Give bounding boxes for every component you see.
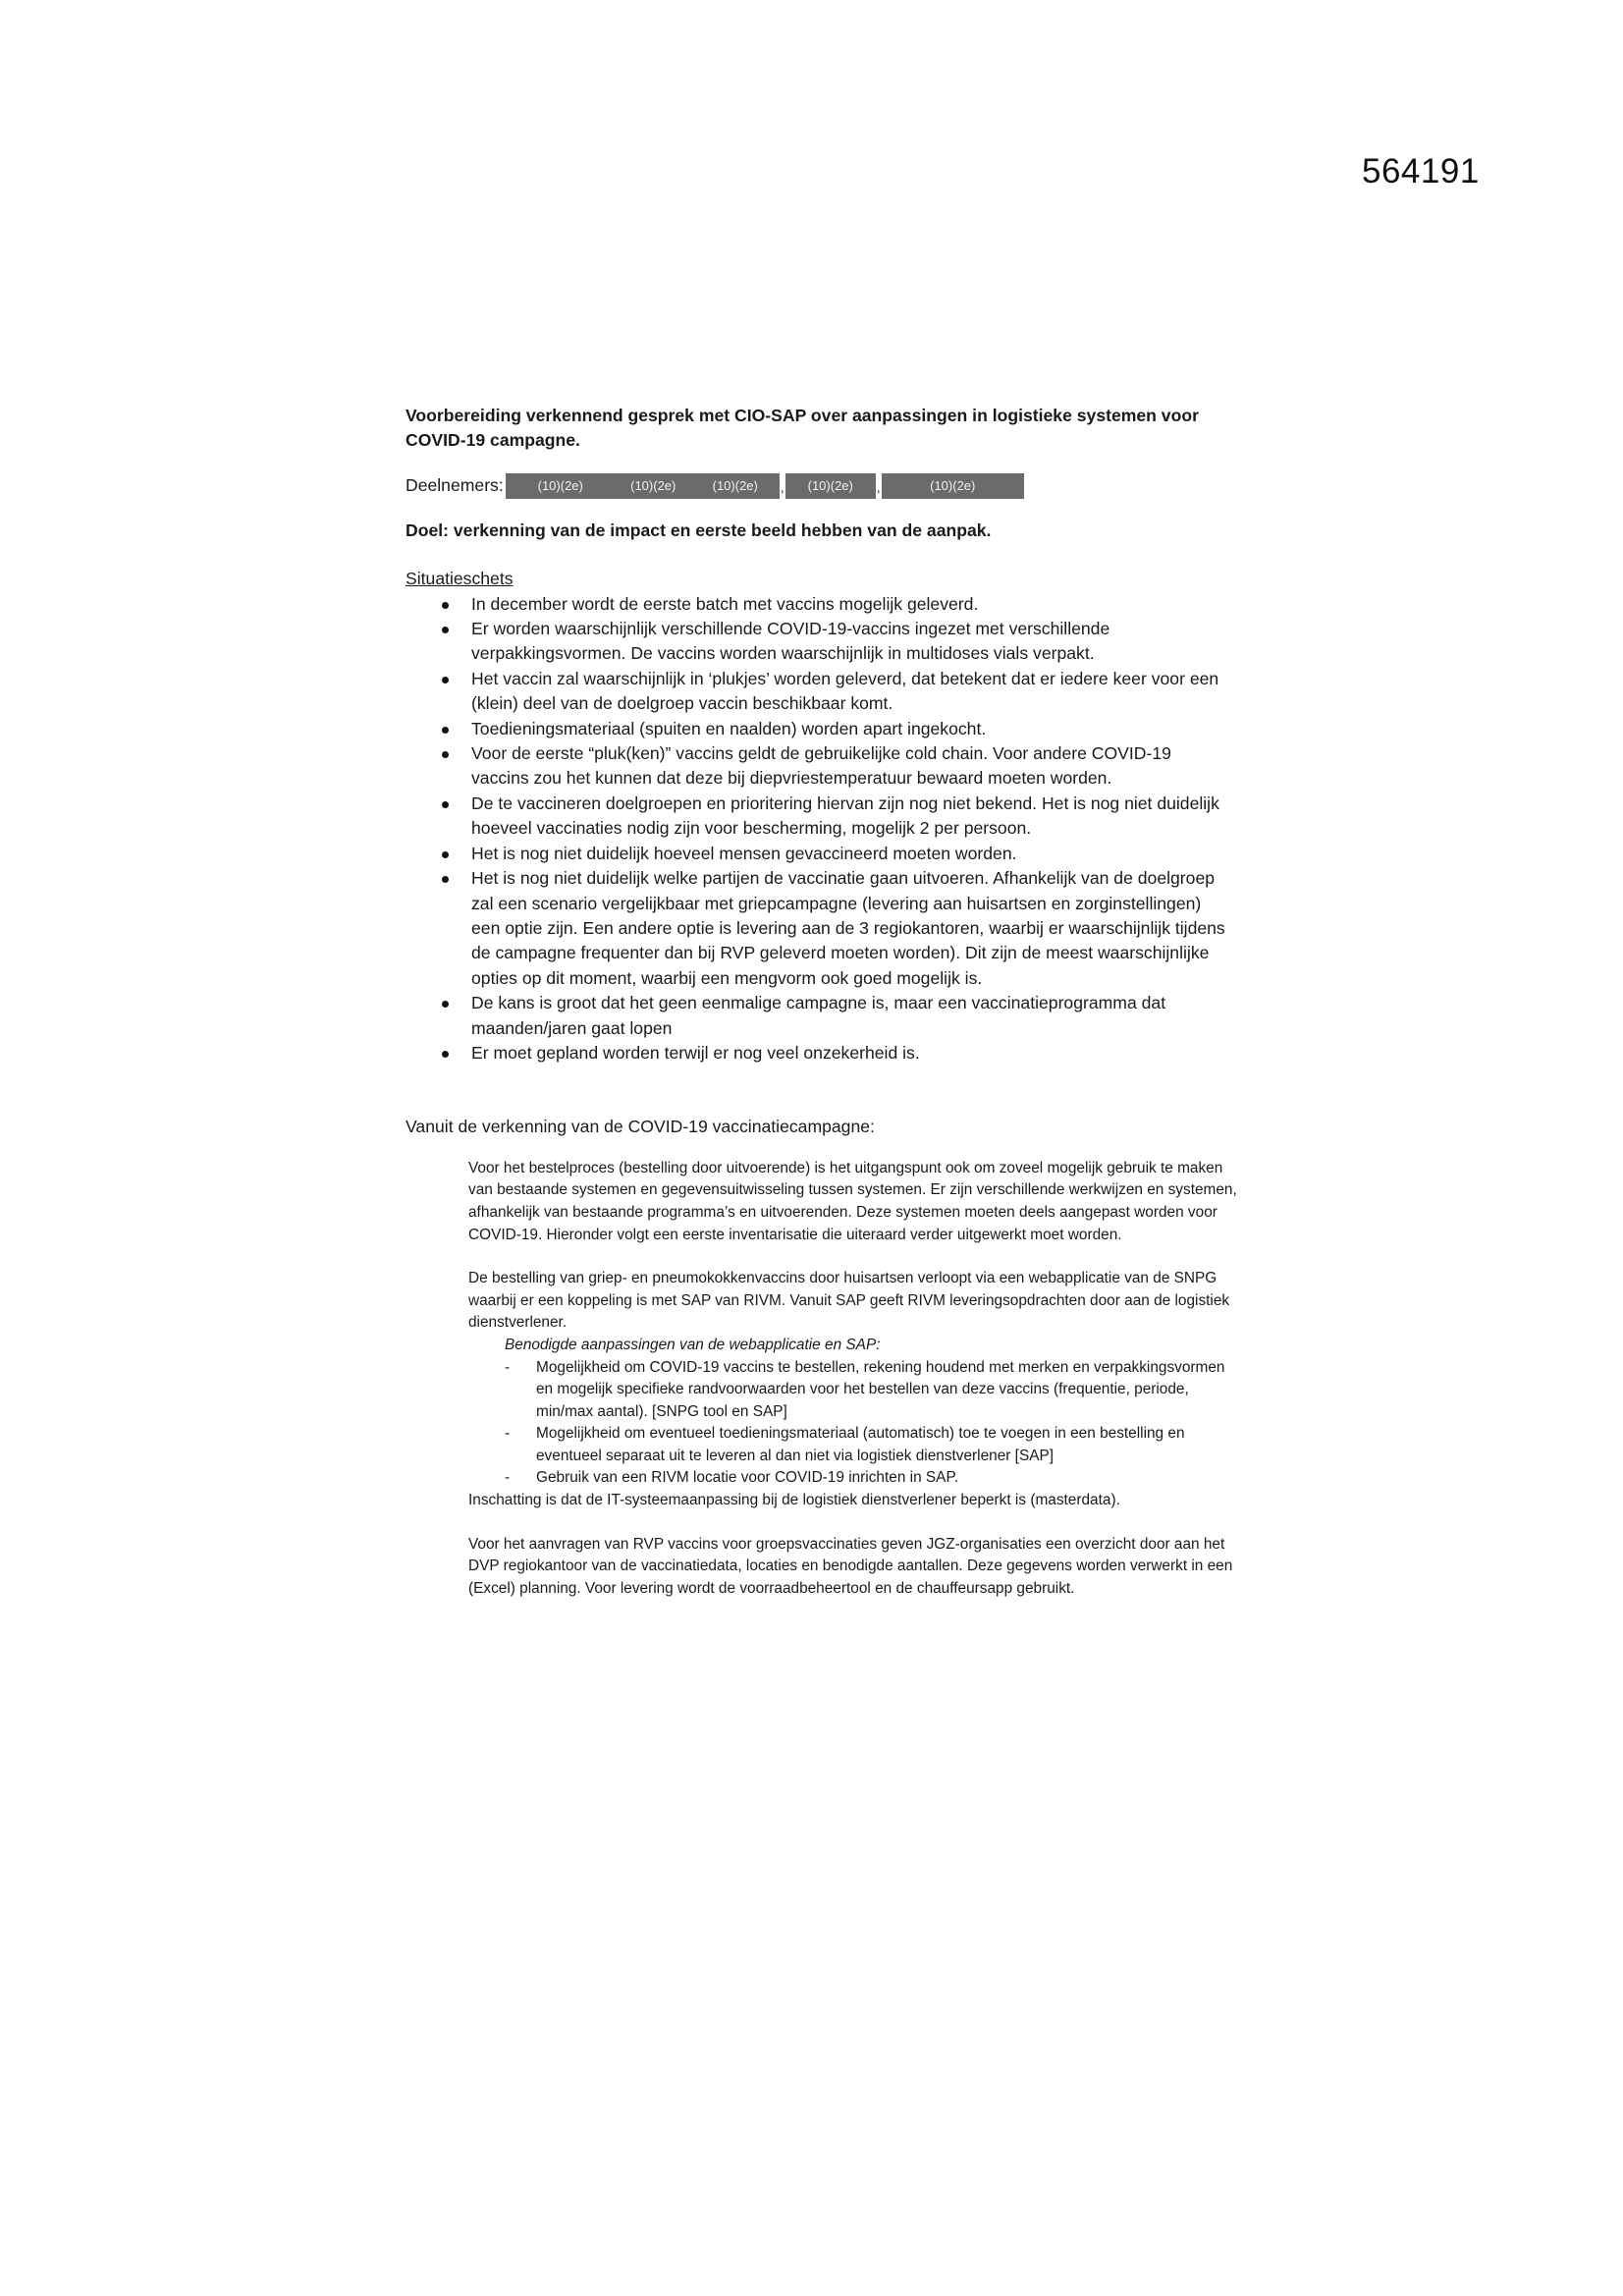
list-item: Er moet gepland worden terwijl er nog veel onzekerheid is.	[471, 1041, 1245, 1066]
redaction-box: (10)(2e)	[785, 473, 876, 499]
document-body	[406, 404, 1245, 1621]
adjustments-list	[468, 1357, 1244, 1491]
dash-icon: -	[505, 1425, 511, 1443]
participants-separator: ,	[780, 479, 784, 496]
goal-statement: Doel: verkenning van de impact en eerste beeld hebben van de aanpak.	[406, 519, 992, 540]
bullet-icon	[442, 751, 449, 758]
list-item: - Mogelijkheid om eventueel toedieningsmateriaal (automatisch) toe te voegen in een bestelling en eventueel separaat uit te leveren al dan niet via logistiek dienstverlener [SAP]	[505, 1425, 1185, 1464]
exploration-body	[468, 1158, 1244, 1601]
paragraph: Inschatting is dat de IT-systeemaanpassing bij de logistiek dienstverlener beperkt is (masterdata).	[468, 1492, 1120, 1509]
bullet-icon	[442, 1001, 449, 1008]
situation-list	[406, 592, 1245, 1066]
bullet-icon	[442, 876, 449, 883]
adjustments-subheading: Benodigde aanpassingen van de webapplicatie en SAP:	[505, 1336, 881, 1353]
redaction-box: (10)(2e)	[691, 473, 780, 499]
participants-label: Deelnemers:	[406, 475, 504, 496]
list-item: - Mogelijkheid om COVID-19 vaccins te bestellen, rekening houdend met merken en verpakkingsvormen en mogelijk specifieke randvoorwaarden voor het bestellen van deze vaccins (frequentie, periode, min/max aantal). [SNPG tool en SAP]	[505, 1358, 1225, 1420]
list-item: Het is nog niet duidelijk hoeveel mensen gevaccineerd moeten worden.	[471, 842, 1245, 866]
paragraph: Voor het aanvragen van RVP vaccins voor groepsvaccinaties geven JGZ-organisaties een overzicht door aan het DVP regiokantoor van de vaccinatiedata, locaties en benodigde aantallen. Deze gegevens worden verwerkt in een (Excel) planning. Voor levering wordt de voorraadbeheertool en de chauffeursapp gebruikt.	[468, 1535, 1233, 1597]
document-title: Voorbereiding verkennend gesprek met CIO-SAP over aanpassingen in logistieke systemen voor COVID-19 campagne.	[406, 406, 1199, 451]
list-item: In december wordt de eerste batch met vaccins mogelijk geleverd.	[471, 592, 1245, 617]
bullet-icon	[442, 627, 449, 633]
redaction-box: (10)(2e)	[882, 473, 1024, 499]
list-item: - Gebruik van een RIVM locatie voor COVID-19 inrichten in SAP.	[536, 1467, 1244, 1490]
situation-heading: Situatieschets	[406, 569, 514, 589]
document-number: 564191	[1362, 152, 1480, 191]
list-item: Toedieningsmateriaal (spuiten en naalden) worden apart ingekocht.	[471, 717, 1245, 741]
paragraph: De bestelling van griep- en pneumokokkenvaccins door huisartsen verloopt via een webapplicatie van de SNPG waarbij er een koppeling is met SAP van RIVM. Vanuit SAP geeft RIVM leveringsopdrachten door aan de logistiek dienstverlener.	[468, 1270, 1230, 1332]
bullet-icon	[442, 801, 449, 808]
redaction-box: (10)(2e)	[506, 473, 616, 499]
list-item: Er worden waarschijnlijk verschillende COVID-19-vaccins ingezet met verschillende verpakkingsvormen. De vaccins worden waarschijnlijk in multidoses vials verpakt.	[471, 617, 1245, 667]
bullet-icon	[442, 727, 449, 734]
bullet-icon	[442, 1051, 449, 1058]
participants-line	[406, 471, 1245, 501]
list-item: De kans is groot dat het geen eenmalige campagne is, maar een vaccinatieprogramma dat maanden/jaren gaat lopen	[471, 991, 1245, 1041]
list-item: Het is nog niet duidelijk welke partijen de vaccinatie gaan uitvoeren. Afhankelijk van de doelgroep zal een scenario vergelijkbaar met griepcampagne (levering aan huisartsen en zorginstellingen) een optie zijn. Een andere optie is levering aan de 3 regiokantoren, waarbij er waarschijnlijk tijdens de campagne frequenter dan bij RVP geleverd moeten worden). Dit zijn de meest waarschijnlijke opties op dit moment, waarbij een mengvorm ook goed mogelijk is.	[471, 866, 1245, 991]
list-item: De te vaccineren doelgroepen en prioritering hiervan zijn nog niet bekend. Het is nog niet duidelijk hoeveel vaccinaties nodig zijn voor bescherming, mogelijk 2 per persoon.	[471, 792, 1245, 842]
list-item: Voor de eerste “pluk(ken)” vaccins geldt de gebruikelijke cold chain. Voor andere COVID-19 vaccins zou het kunnen dat deze bij diepvriestemperatuur bewaard moeten worden.	[471, 741, 1245, 792]
bullet-icon	[442, 602, 449, 609]
dash-icon: -	[505, 1358, 511, 1376]
exploration-intro: Vanuit de verkenning van de COVID-19 vaccinatiecampagne:	[406, 1117, 875, 1137]
bullet-icon	[442, 851, 449, 858]
bullet-icon	[442, 677, 449, 683]
list-item: Het vaccin zal waarschijnlijk in ‘plukjes’ worden geleverd, dat betekent dat er iedere keer voor een (klein) deel van de doelgroep vaccin beschikbaar komt.	[471, 667, 1245, 717]
participants-separator: ,	[876, 479, 881, 496]
redaction-box: (10)(2e)	[616, 473, 691, 499]
dash-icon: -	[505, 1469, 511, 1487]
paragraph: Voor het bestelproces (bestelling door uitvoerende) is het uitgangspunt ook om zoveel mogelijk gebruik te maken van bestaande systemen en gegevensuitwisseling tussen systemen. Er zijn verschillende werkwijzen en systemen, afhankelijk van bestaande programma’s en uitvoerenden. Deze systemen moeten deels aangepast worden voor COVID-19. Hieronder volgt een eerste inventarisatie die uiteraard verder uitgewerkt moet worden.	[468, 1159, 1237, 1243]
